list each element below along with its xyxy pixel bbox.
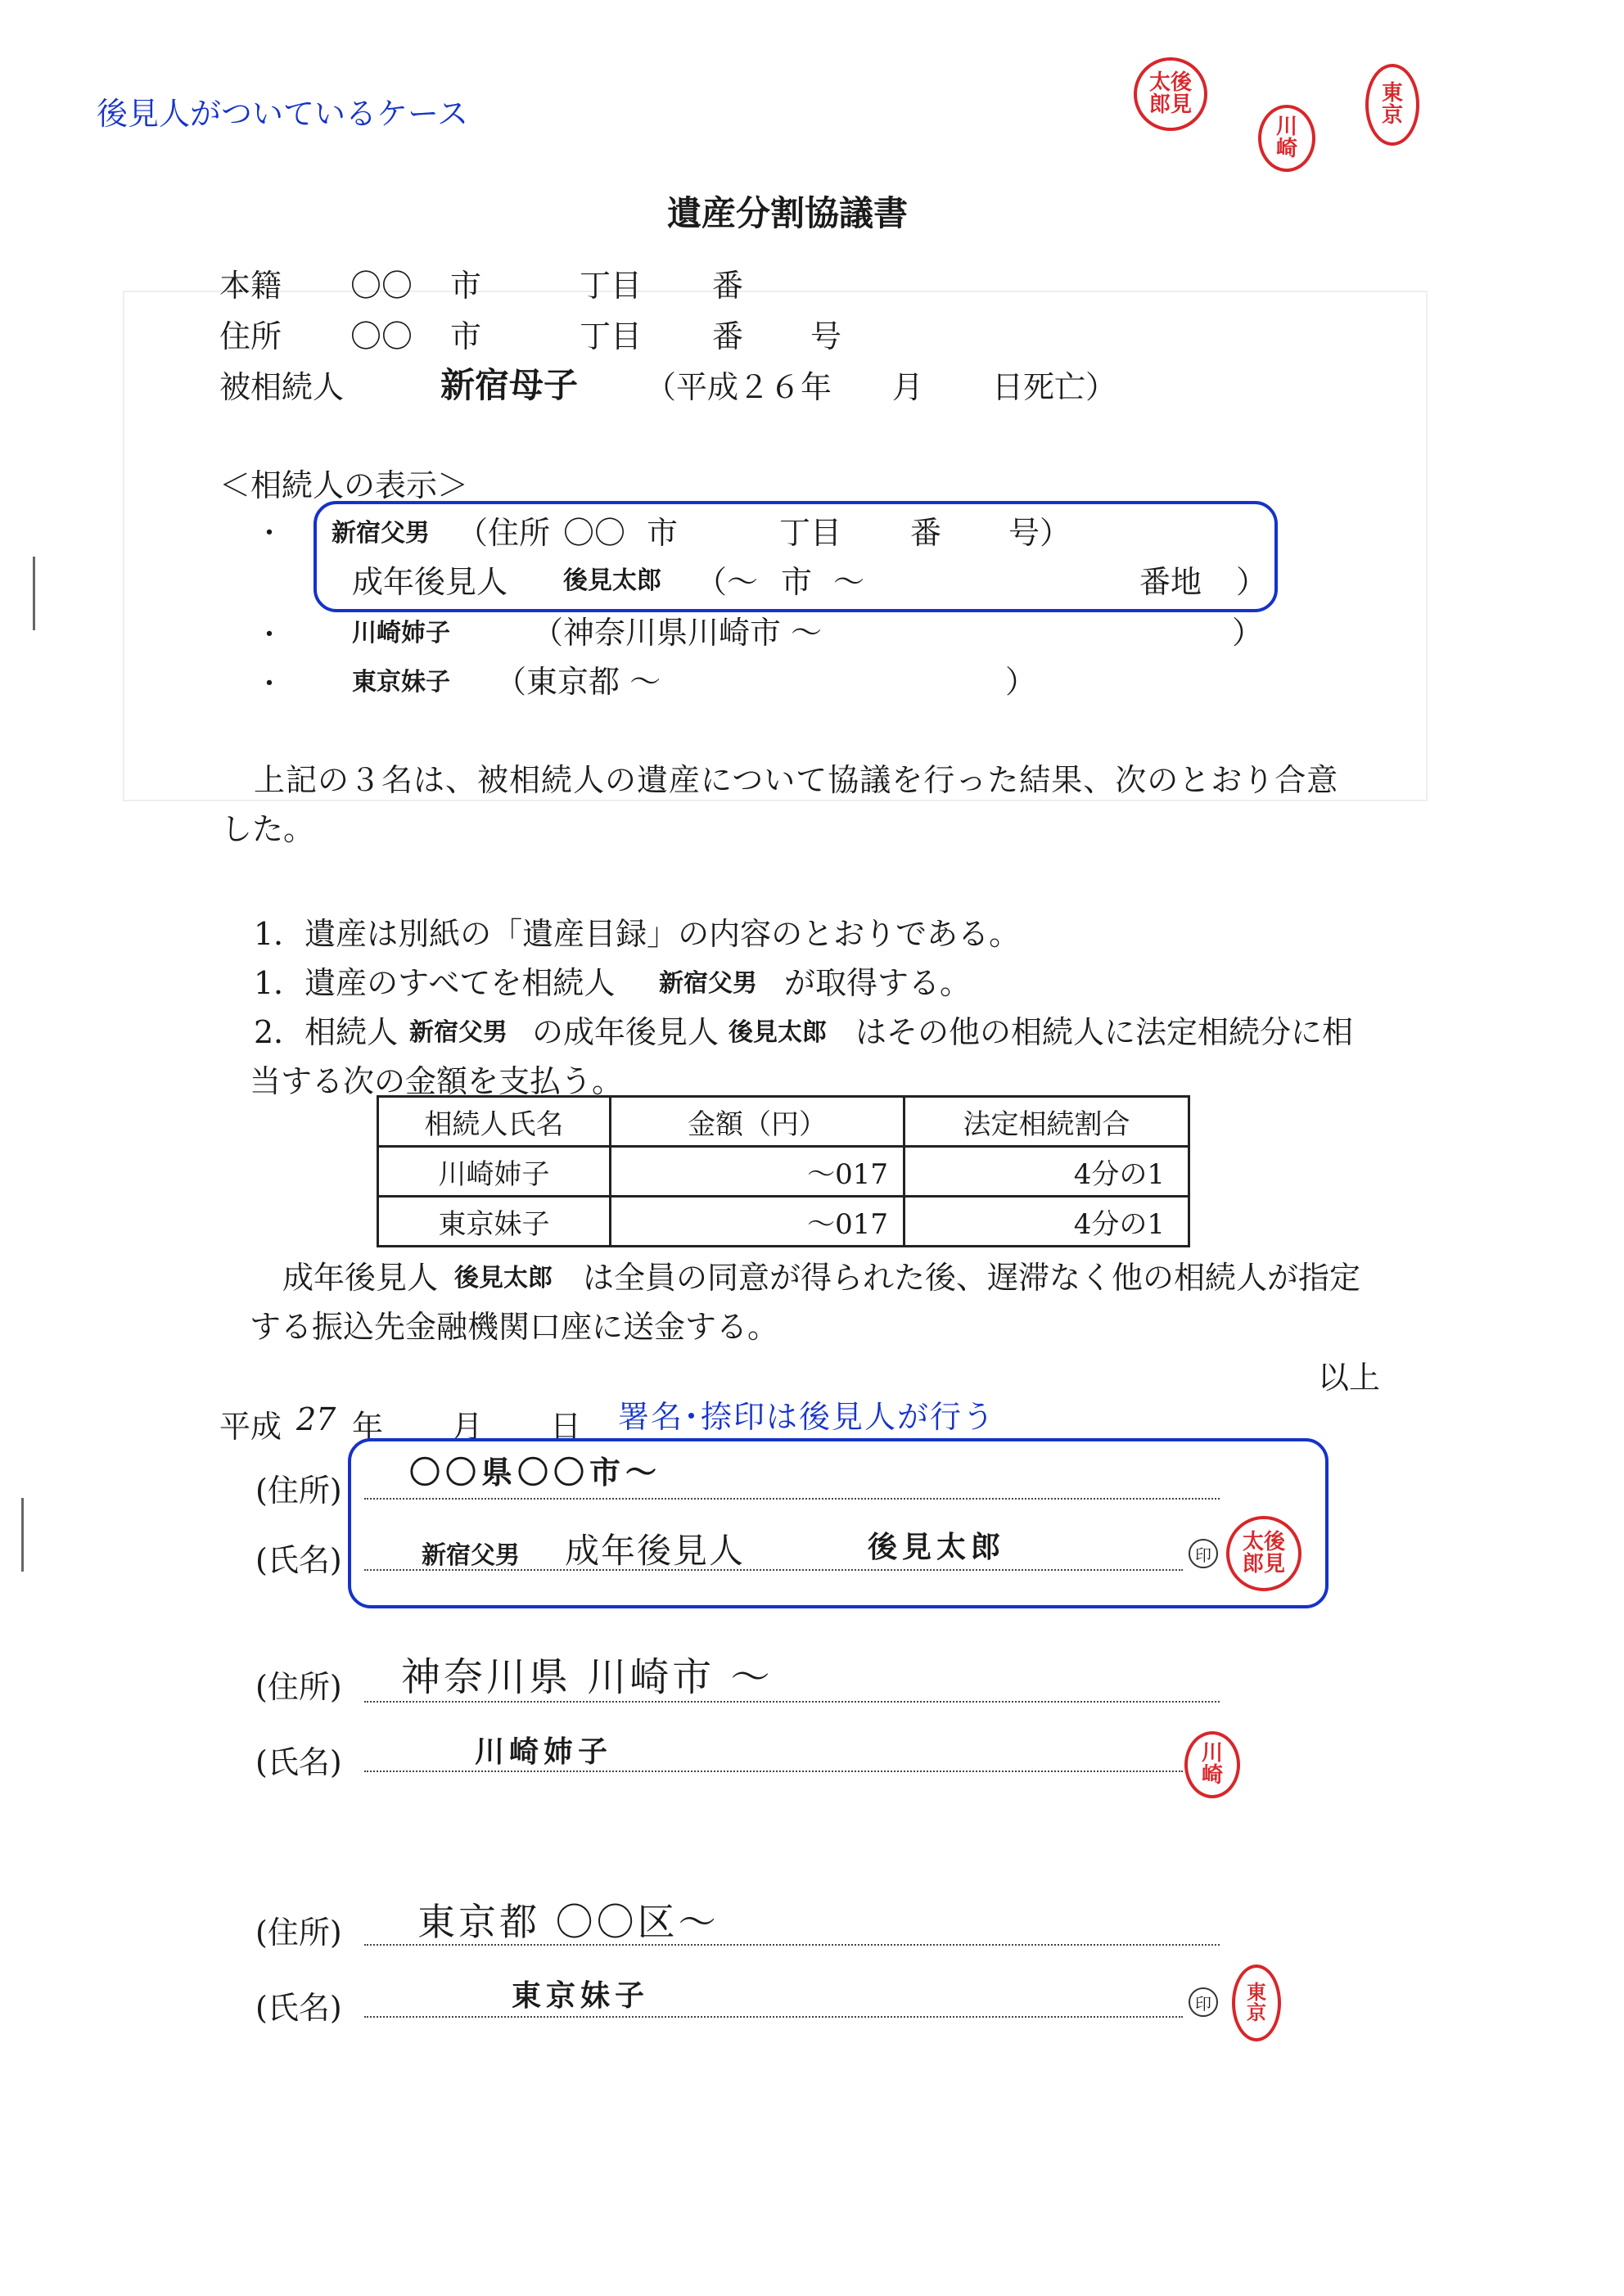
tokyo-seal: 東 京 (1232, 1964, 1281, 2041)
guardian-addr-tilde1: ～ (727, 564, 759, 600)
jusho-go: 号 (810, 318, 842, 354)
guardian-addr-banchi: 番地 (1139, 564, 1202, 600)
item-3-post: はその他の相続人に法定相続分に相 (855, 1014, 1354, 1050)
inkan-mark-3: 印 (1189, 1987, 1218, 2017)
jusho-chome: 丁目 (580, 318, 643, 354)
honseki-ban: 番 (712, 268, 744, 304)
goken-seal-top: 太 郎 後 見 (1134, 57, 1207, 131)
sig2-addr-label: (住所) (255, 1669, 342, 1705)
heir1-ban: 番 (910, 515, 942, 551)
heir2-addr: （神奈川県川崎市 ～ (532, 615, 823, 651)
sig1-guardian-name: 後見太郎 (868, 1531, 1006, 1564)
remittance-line2: する振込先金融機関口座に送金する。 (250, 1309, 779, 1345)
table-cell-ratio: 4分の1 (904, 1147, 1189, 1197)
item-1: 1．遺産は別紙の「遺産目録」の内容のとおりである。 (254, 916, 1021, 952)
sig1-name: 新宿父男 (422, 1541, 520, 1570)
heir1-go: 号） (1008, 515, 1071, 551)
agreement-paragraph-line2: した。 (221, 811, 315, 847)
decedent-name: 新宿母子 (440, 365, 579, 405)
inkan-mark-1: 印 (1189, 1539, 1218, 1568)
heir1-addr-open: （住所 (457, 515, 551, 551)
table-cell-amount: ～017 (611, 1197, 904, 1247)
honseki-chome: 丁目 (580, 268, 643, 304)
item-3-pre: 2．相続人 (254, 1014, 399, 1050)
honseki-city: 〇〇 (350, 268, 413, 304)
decedent-month: 月 (892, 369, 924, 405)
heir1-shi: 市 (647, 515, 679, 551)
decedent-label: 被相続人 (219, 369, 345, 405)
heir2-name: 川崎姉子 (352, 619, 450, 647)
date-year: 27 (296, 1401, 336, 1437)
guardian-label: 成年後見人 (352, 564, 508, 600)
sig3-name: 東京妹子 (512, 1979, 650, 2013)
decedent-day: 日死亡） (992, 369, 1117, 405)
binder-mark-2 (21, 1498, 30, 1572)
date-month: 月 (452, 1409, 484, 1445)
sig2-addr-line (364, 1701, 1220, 1703)
sig2-addr: 神奈川県 川崎市 ～ (401, 1654, 774, 1700)
remittance-pre: 成年後見人 (282, 1260, 439, 1296)
date-nen: 年 (352, 1409, 384, 1445)
item-3-line2: 当する次の金額を支払う。 (250, 1063, 624, 1099)
sig3-addr-label: (住所) (255, 1915, 342, 1951)
sig1-addr-line (364, 1498, 1220, 1500)
heirs-heading: ＜相続人の表示＞ (219, 467, 469, 503)
table-header-amount: 金額（円） (611, 1097, 904, 1147)
tokyo-seal-top: 東 京 (1365, 64, 1419, 146)
sig3-addr-line (364, 1944, 1220, 1946)
decedent-date: （平成２６年 (645, 369, 832, 405)
item-2-post: が取得する。 (784, 965, 972, 1001)
jusho-city: 〇〇 (350, 318, 413, 354)
kawasaki-seal: 川 崎 (1184, 1731, 1240, 1798)
date-day: 日 (550, 1409, 582, 1445)
heir1-chome: 丁目 (779, 515, 842, 551)
sig1-addr-label: (住所) (255, 1473, 342, 1509)
heir-bullet-3: ・ (255, 668, 283, 701)
guardian-addr-open: （ (696, 564, 728, 600)
binder-mark-1 (33, 557, 42, 630)
table-row (378, 1147, 1189, 1197)
sig2-name-line (364, 1770, 1183, 1772)
item-3-name: 新宿父男 (409, 1018, 508, 1047)
guardian-addr-shi: 市 (781, 564, 813, 600)
remittance-post: は全員の同意が得られた後、遅滞なく他の相続人が指定 (583, 1260, 1361, 1296)
sig3-addr: 東京都 〇〇区～ (417, 1900, 720, 1944)
sig1-name-line (364, 1569, 1183, 1571)
sig1-addr: 〇〇県〇〇市～ (409, 1455, 662, 1491)
heir1-city: 〇〇 (563, 515, 626, 551)
guardian-addr-tilde2: ～ (833, 564, 865, 600)
heir-bullet-2: ・ (255, 619, 283, 652)
sig1-name-label: (氏名) (255, 1542, 342, 1578)
jusho-shi: 市 (450, 318, 482, 354)
goken-seal: 太 郎 後 見 (1226, 1516, 1301, 1591)
table-header-name: 相続人氏名 (378, 1097, 611, 1147)
signature-note: 署名･捺印は後見人が行う (618, 1399, 996, 1435)
sig1-guardian-label: 成年後見人 (565, 1531, 746, 1571)
table-cell-ratio: 4分の1 (904, 1197, 1189, 1247)
heir3-addr: （東京都 ～ (495, 664, 661, 700)
payment-table (377, 1095, 1190, 1247)
document-title: 遺産分割協議書 (667, 193, 909, 233)
table-header-row (378, 1097, 1189, 1147)
heir2-close: ） (1232, 615, 1264, 651)
item-3-mid: の成年後見人 (532, 1014, 720, 1050)
honseki-shi: 市 (450, 268, 482, 304)
sig3-name-label: (氏名) (255, 1990, 342, 2026)
agreement-paragraph-line1: 上記の３名は、被相続人の遺産について協議を行った結果、次のとおり合意 (254, 762, 1339, 798)
table-header-ratio: 法定相続割合 (904, 1097, 1189, 1147)
heir-bullet-1: ・ (255, 517, 283, 550)
sig2-name: 川崎姉子 (475, 1735, 613, 1769)
table-row (378, 1197, 1189, 1247)
table-cell-name: 東京妹子 (378, 1197, 611, 1247)
heir3-close: ） (1005, 664, 1037, 700)
item-3-guardian: 後見太郎 (729, 1018, 827, 1047)
ijo: 以上 (1318, 1360, 1381, 1396)
table-cell-amount: ～017 (611, 1147, 904, 1197)
jusho-label: 住所 (219, 318, 282, 354)
honseki-label: 本籍 (219, 268, 282, 304)
heir3-name: 東京妹子 (352, 668, 450, 697)
item-2-pre: 1．遺産のすべてを相続人 (254, 965, 616, 1001)
case-note: 後見人がついているケース (97, 96, 469, 132)
guardian-addr-close: ） (1236, 564, 1268, 600)
jusho-ban: 番 (712, 318, 744, 354)
table-cell-name: 川崎姉子 (378, 1147, 611, 1197)
sig3-name-line (364, 2016, 1183, 2018)
kawasaki-seal-top: 川 崎 (1258, 105, 1315, 172)
guardian-name: 後見太郎 (563, 566, 661, 595)
sig2-name-label: (氏名) (255, 1744, 342, 1780)
date-era: 平成 (219, 1409, 282, 1445)
item-2-name: 新宿父男 (659, 969, 757, 998)
heir1-name: 新宿父男 (332, 519, 430, 548)
remittance-guardian: 後見太郎 (454, 1264, 553, 1292)
